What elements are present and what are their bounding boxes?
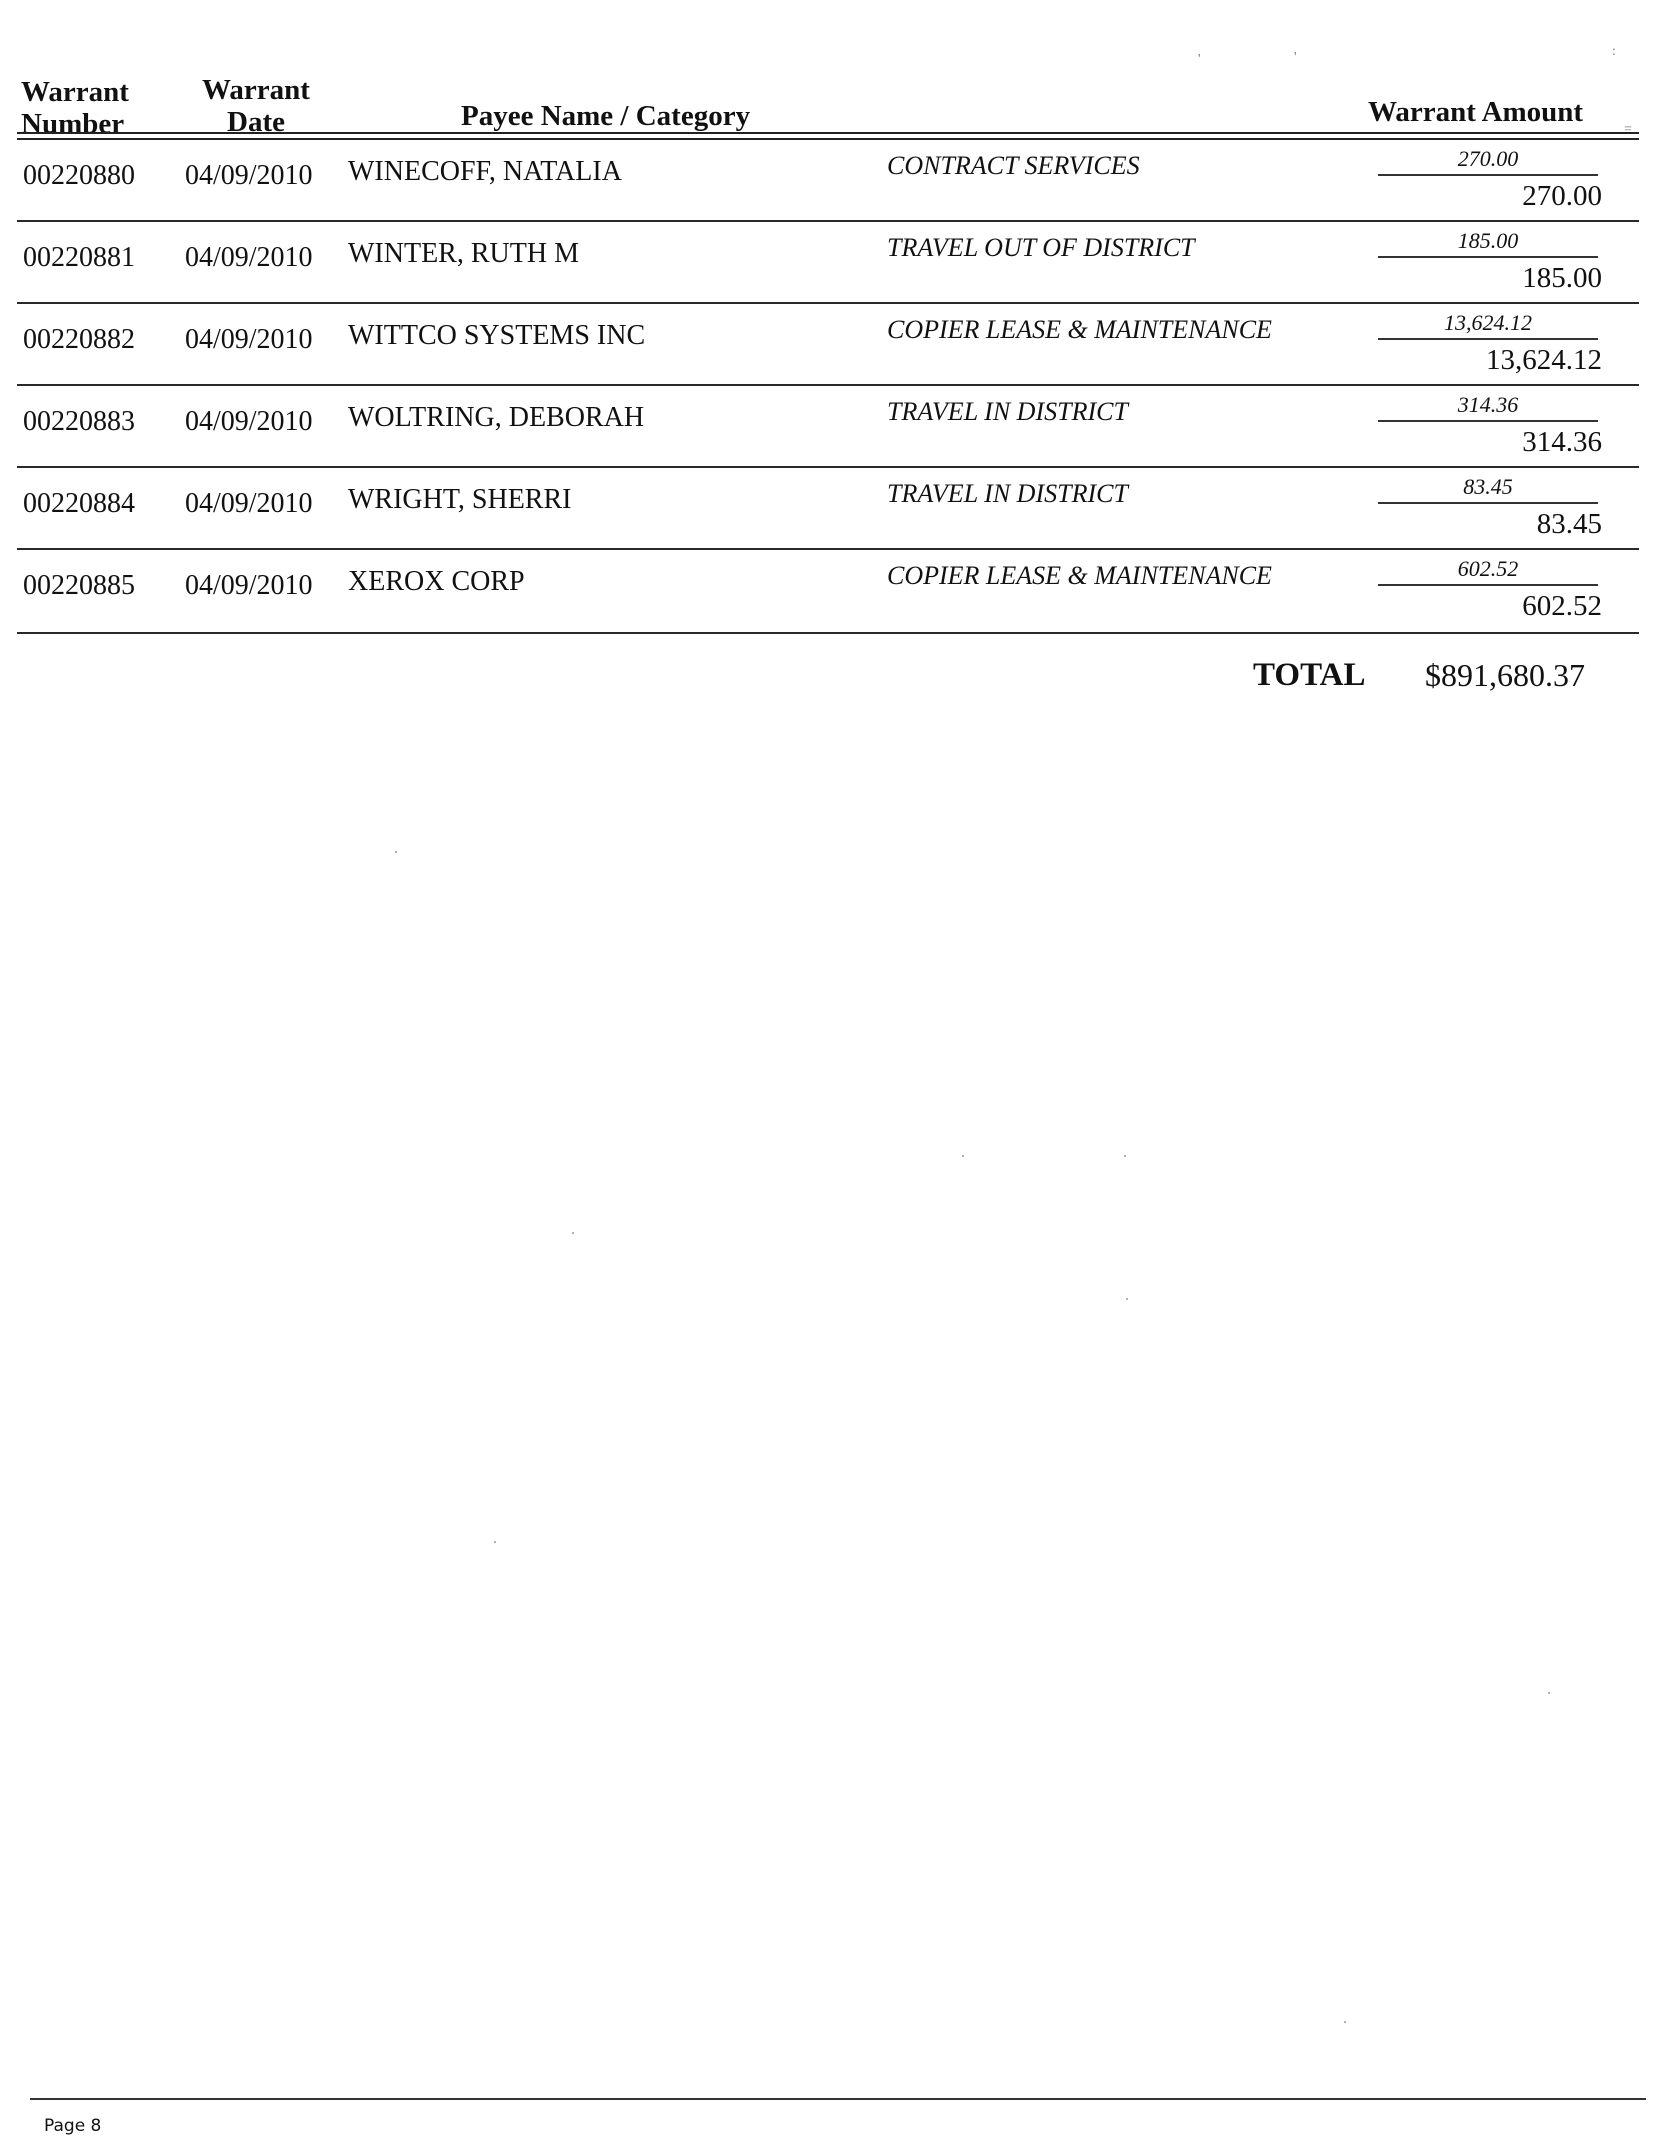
category-amount: 270.00 xyxy=(1378,146,1598,176)
table-row xyxy=(17,222,1639,304)
header-warrant-date-line-2: Date xyxy=(227,106,285,138)
scan-speck xyxy=(962,1155,964,1157)
warrant-amount: 270.00 xyxy=(1522,180,1602,212)
payee-category: COPIER LEASE & MAINTENANCE xyxy=(887,315,1272,344)
scan-speck xyxy=(1344,2021,1346,2023)
category-amount: 83.45 xyxy=(1378,474,1598,504)
payee-name: WITTCO SYSTEMS INC xyxy=(348,320,646,351)
header-warrant-number-line-1: Warrant xyxy=(21,76,129,108)
warrant-amount: 83.45 xyxy=(1536,508,1602,540)
category-amount: 314.36 xyxy=(1378,392,1598,422)
warrant-number: 00220885 xyxy=(23,570,135,601)
warrant-amount: 13,624.12 xyxy=(1486,344,1602,376)
payee-category: COPIER LEASE & MAINTENANCE xyxy=(887,561,1272,590)
payee-category: TRAVEL OUT OF DISTRICT xyxy=(887,233,1195,262)
scan-speck: ' xyxy=(1198,52,1201,67)
footer-rule xyxy=(30,2098,1646,2100)
scan-speck xyxy=(1126,1298,1128,1300)
table-row xyxy=(17,140,1639,222)
scan-speck: : xyxy=(1612,44,1616,59)
category-amount: 602.52 xyxy=(1378,556,1598,586)
table-row xyxy=(17,550,1639,634)
scan-speck: ' xyxy=(1294,50,1297,65)
payee-category: TRAVEL IN DISTRICT xyxy=(887,479,1128,508)
warrant-number: 00220884 xyxy=(23,488,135,519)
scan-speck xyxy=(1124,1155,1126,1157)
scan-speck xyxy=(494,1541,496,1543)
scan-speck xyxy=(395,851,397,853)
payee-name: WINECOFF, NATALIA xyxy=(348,156,622,187)
total-label: TOTAL xyxy=(1253,657,1366,693)
table-row xyxy=(17,468,1639,550)
warrant-date: 04/09/2010 xyxy=(185,488,313,519)
warrant-date: 04/09/2010 xyxy=(185,242,313,273)
header-warrant-number-line-2: Number xyxy=(21,108,125,140)
warrant-amount: 602.52 xyxy=(1522,590,1602,622)
payee-name: XEROX CORP xyxy=(348,566,525,597)
header-warrant-date xyxy=(176,74,336,138)
payee-category: CONTRACT SERVICES xyxy=(887,151,1140,180)
table-row xyxy=(17,386,1639,468)
scan-speck xyxy=(572,1232,574,1234)
scan-speck xyxy=(1548,1692,1550,1694)
warrant-number: 00220882 xyxy=(23,324,135,355)
header-warrant-number xyxy=(21,76,171,140)
warrant-date: 04/09/2010 xyxy=(185,160,313,191)
header-rule-upper xyxy=(17,132,1639,134)
warrant-date: 04/09/2010 xyxy=(185,570,313,601)
header-payee-category: Payee Name / Category xyxy=(461,100,751,132)
category-amount: 185.00 xyxy=(1378,228,1598,258)
table-row xyxy=(17,304,1639,386)
header-warrant-amount: Warrant Amount xyxy=(1368,96,1584,128)
payee-name: WINTER, RUTH M xyxy=(348,238,579,269)
category-amount: 13,624.12 xyxy=(1378,310,1598,340)
warrant-amount: 185.00 xyxy=(1522,262,1602,294)
warrant-date: 04/09/2010 xyxy=(185,406,313,437)
payee-name: WOLTRING, DEBORAH xyxy=(348,402,645,433)
scan-speck: = xyxy=(1624,122,1632,137)
payee-category: TRAVEL IN DISTRICT xyxy=(887,397,1128,426)
total-value: $891,680.37 xyxy=(1425,657,1585,693)
page-number: Page 8 xyxy=(44,2116,102,2136)
warrant-date: 04/09/2010 xyxy=(185,324,313,355)
warrant-amount: 314.36 xyxy=(1522,426,1602,458)
warrant-number: 00220880 xyxy=(23,160,135,191)
warrant-number: 00220883 xyxy=(23,406,135,437)
payee-name: WRIGHT, SHERRI xyxy=(348,484,572,515)
header-warrant-date-line-1: Warrant xyxy=(202,74,310,106)
warrant-number: 00220881 xyxy=(23,242,135,273)
